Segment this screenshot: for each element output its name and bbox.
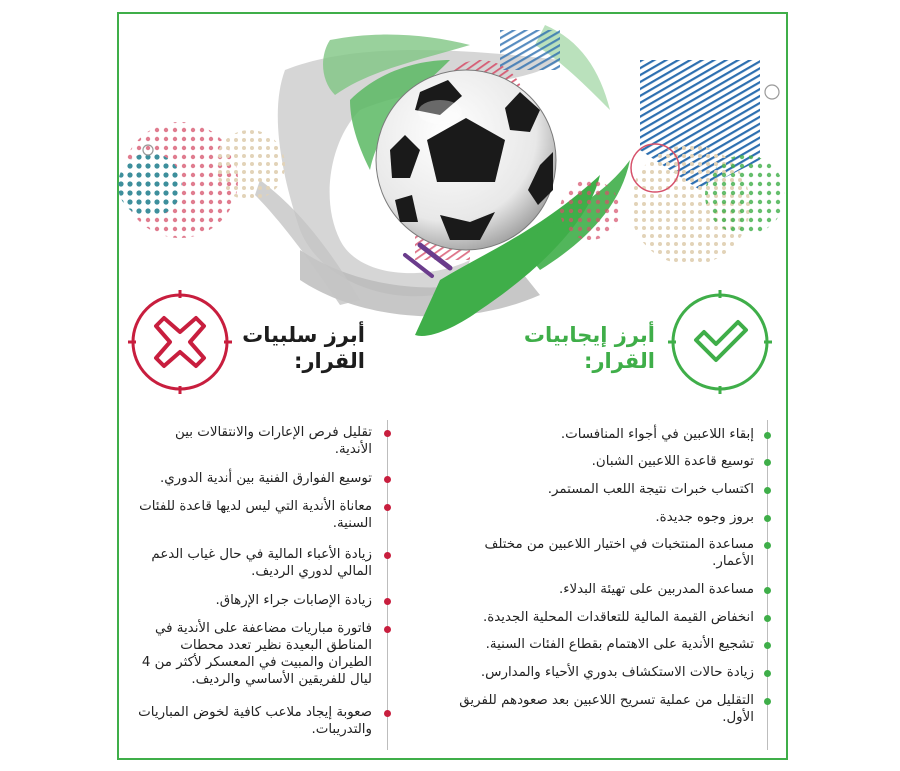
list-item [137,498,372,532]
bullet-dot-icon [764,542,771,549]
list-item [454,426,754,443]
bullet-dot-icon [764,515,771,522]
list-item-text: إبقاء اللاعبين في أجواء المنافسات. [560,427,754,442]
negatives-heading-line1: أبرز سلبيات [242,323,365,347]
list-item-text: بروز وجوه جديدة. [655,510,754,525]
list-item-text: زيادة حالات الاستكشاف بدوري الأحياء والمدارس. [480,665,754,680]
negatives-list [130,420,382,750]
bullet-dot-icon [764,670,771,677]
bullet-dot-icon [384,504,391,511]
negatives-heading [230,322,365,374]
list-item [454,581,754,598]
list-item [137,592,372,609]
list-item [454,536,754,570]
check-badge [660,282,780,402]
list-item-text: صعوبة إيجاد ملاعب كافية لخوض المباريات والتدريبات. [138,705,372,737]
list-item [137,704,372,738]
bullet-dot-icon [384,476,391,483]
list-item-text: تقليل فرص الإعارات والانتقالات بين الأندية. [175,425,372,457]
cross-icon [156,318,204,366]
bullet-dot-icon [764,698,771,705]
bullet-dot-icon [764,459,771,466]
list-item [454,609,754,626]
bullet-dot-icon [384,626,391,633]
list-item-text: زيادة الإصابات جراء الإرهاق. [215,593,372,608]
positives-list [455,420,780,750]
list-item [454,509,754,526]
bullet-dot-icon [384,430,391,437]
cross-badge [120,282,240,402]
soccer-ball-icon [376,70,556,250]
positives-heading-line1: أبرز إيجابيات [523,323,655,347]
list-item-text: مساعدة المنتخبات في اختيار اللاعبين من مختلف الأعمار. [484,537,754,569]
list-item-text: انخفاض القيمة المالية للتعاقدات المحلية الجديدة. [482,610,754,625]
list-item-text: تشجيع الأندية على الاهتمام بقطاع الفئات السنية. [485,637,754,652]
list-item-text: مساعدة المدربين على تهيئة البدلاء. [558,582,754,597]
list-item [137,424,372,458]
list-item-text: التقليل من عملية تسريح اللاعبين بعد صعودهم للفريق الأول. [459,693,754,725]
positives-heading [505,322,655,374]
list-item [454,453,754,470]
list-item-text: توسيع الفوارق الفنية بين أندية الدوري. [159,471,372,486]
bullet-dot-icon [384,552,391,559]
bullet-dot-icon [764,432,771,439]
list-item-text: اكتساب خبرات نتيجة اللعب المستمر. [547,482,754,497]
check-icon [696,322,746,360]
list-item-text: زيادة الأعباء المالية في حال غياب الدعم المالي لدوري الرديف. [151,547,372,579]
positives-heading-line2: القرار: [584,349,655,373]
list-item-text: توسيع قاعدة اللاعبين الشبان. [591,454,754,469]
list-item [454,664,754,681]
bullet-dot-icon [764,487,771,494]
list-item-text: معاناة الأندية التي ليس لديها قاعدة للفئات السنية. [139,499,372,531]
bullet-dot-icon [384,710,391,717]
bullet-dot-icon [764,587,771,594]
list-item [137,470,372,487]
list-item [454,692,754,726]
list-item [137,620,372,688]
list-item [454,481,754,498]
list-item-text: فاتورة مباريات مضاعفة على الأندية في المناطق البعيدة نظير تعدد محطات الطيران والمبيت في المعسكر لأكثر من 4 ليال للفريقين الأساسي والرديف. [141,621,372,687]
bullet-dot-icon [764,615,771,622]
negatives-heading-line2: القرار: [294,349,365,373]
bullet-dot-icon [384,598,391,605]
list-item [137,546,372,580]
list-item [454,636,754,653]
list-divider [387,420,388,750]
bullet-dot-icon [764,642,771,649]
